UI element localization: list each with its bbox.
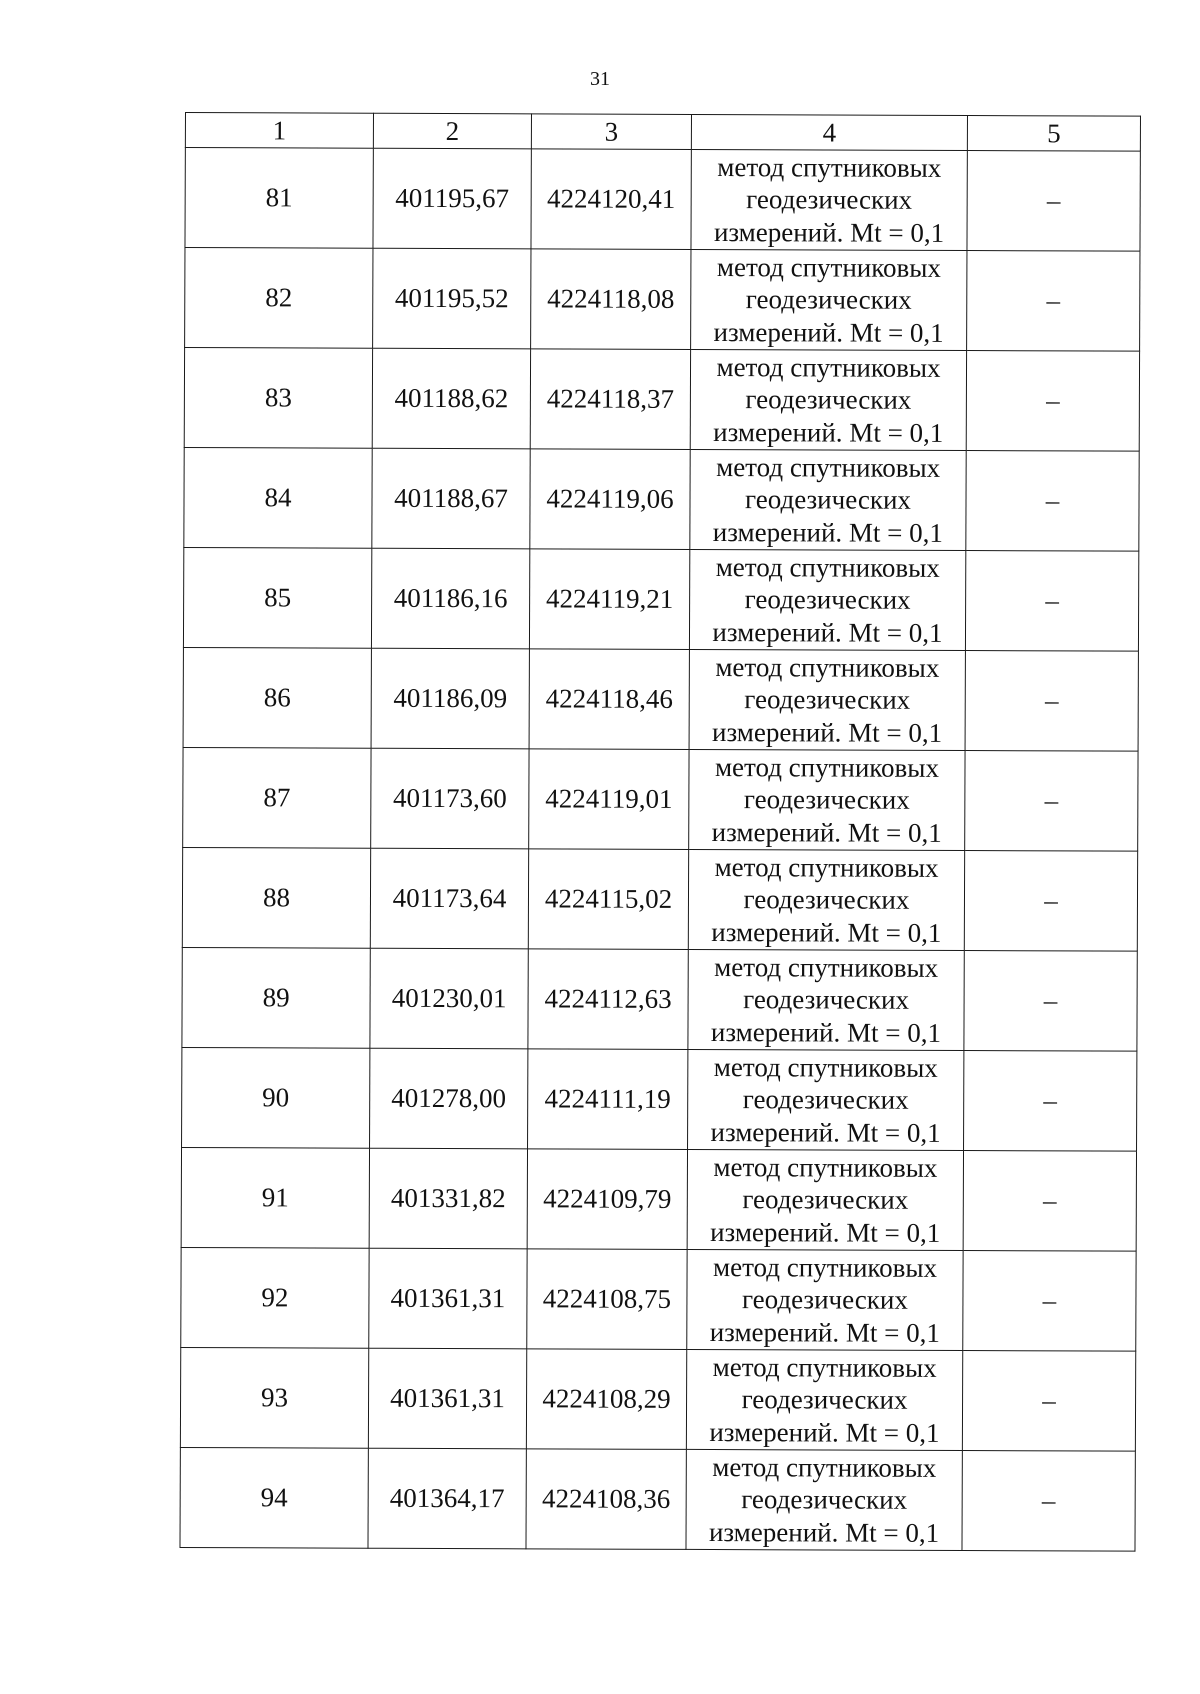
x-coordinate-cell: 401230,01 [370,948,528,1049]
x-coordinate-cell: 401173,60 [371,748,529,849]
y-coordinate-cell: 4224112,63 [528,949,688,1050]
method-line: измерений. Mt = 0,1 [711,916,942,948]
y-coordinate-cell: 4224119,01 [529,749,689,850]
method-cell [688,1049,964,1150]
y-coordinate-cell: 4224109,79 [527,1149,687,1250]
method-line: метод спутниковых [714,851,939,883]
point-number-cell: 93 [180,1347,368,1448]
method-line: геодезических [741,1384,908,1416]
method-cell [690,349,966,450]
header-col-4: 4 [691,114,967,150]
point-number-cell: 89 [182,947,370,1048]
method-line: геодезических [742,1084,909,1116]
point-number-cell: 83 [184,348,372,449]
x-coordinate-cell: 401195,52 [373,248,531,349]
method-line: геодезических [745,284,912,316]
header-row [185,113,1140,152]
point-number-cell: 86 [183,647,371,748]
table-row [183,747,1138,851]
method-line: метод спутниковых [714,951,939,983]
method-line: геодезических [743,784,910,816]
y-coordinate-cell: 4224108,75 [527,1249,687,1350]
table-row [184,447,1139,551]
point-number-cell: 85 [183,547,371,648]
method-line: метод спутниковых [717,151,942,183]
method-cell [687,1149,963,1250]
table-row [181,1247,1136,1351]
y-coordinate-cell: 4224111,19 [528,1049,688,1150]
method-line: геодезических [742,1184,909,1216]
x-coordinate-cell: 401361,31 [368,1348,526,1449]
note-cell: – [966,351,1139,452]
method-line: измерений. Mt = 0,1 [712,516,944,548]
method-line: измерений. Mt = 0,1 [709,1316,940,1348]
x-coordinate-cell: 401278,00 [370,1048,528,1149]
method-line: измерений. Mt = 0,1 [708,1516,940,1548]
method-cell [691,149,967,250]
method-line: геодезических [745,484,912,516]
x-coordinate-cell: 401361,31 [369,1248,527,1349]
y-coordinate-cell: 4224118,08 [531,249,691,350]
x-coordinate-cell: 401188,62 [372,348,530,449]
method-line: метод спутниковых [713,1051,938,1083]
note-cell: – [967,251,1140,352]
method-line: метод спутниковых [716,351,941,383]
method-cell [689,749,965,850]
table-row [185,248,1140,352]
method-line: метод спутниковых [715,651,940,683]
table-body [180,148,1140,1552]
x-coordinate-cell: 401331,82 [369,1148,527,1249]
point-number-cell: 82 [185,248,373,349]
x-coordinate-cell: 401173,64 [370,848,528,949]
method-line: измерений. Mt = 0,1 [713,216,945,248]
note-cell: – [964,850,1137,951]
method-line: метод спутниковых [712,1351,937,1383]
note-cell: – [965,651,1138,752]
method-line: метод спутниковых [713,1151,938,1183]
note-cell: – [964,950,1137,1051]
x-coordinate-cell: 401188,67 [372,448,530,549]
note-cell: – [962,1350,1135,1451]
note-cell: – [967,151,1140,252]
note-cell: – [966,451,1139,552]
table-row [182,847,1137,951]
method-cell [686,1449,962,1550]
method-line: метод спутниковых [716,251,941,283]
method-line: геодезических [741,1484,908,1516]
method-line: метод спутниковых [715,551,940,583]
method-line: метод спутниковых [716,451,941,483]
note-cell: – [963,1150,1136,1251]
y-coordinate-cell: 4224118,37 [530,349,690,450]
y-coordinate-cell: 4224115,02 [528,849,688,950]
table-row [183,647,1138,751]
method-cell [688,949,964,1050]
method-line: измерений. Mt = 0,1 [712,616,943,648]
method-line: геодезических [744,684,911,716]
method-cell [689,649,965,750]
table-row [182,1047,1137,1151]
table-row [184,348,1139,452]
method-line: измерений. Mt = 0,1 [712,716,943,748]
method-line: метод спутниковых [713,1251,938,1283]
method-line: измерений. Mt = 0,1 [710,1216,941,1248]
method-line: геодезических [744,584,911,616]
x-coordinate-cell: 401186,09 [371,648,529,749]
page-number: 31 [590,68,610,90]
table-row [180,1447,1135,1551]
note-cell: – [965,750,1138,851]
method-cell [689,549,965,650]
y-coordinate-cell: 4224108,36 [526,1449,686,1550]
method-line: геодезических [743,984,910,1016]
method-line: геодезических [743,884,910,916]
x-coordinate-cell: 401186,16 [371,548,529,649]
table-row [182,947,1137,1051]
point-number-cell: 91 [181,1147,369,1248]
note-cell: – [965,551,1138,652]
y-coordinate-cell: 4224119,21 [529,549,689,650]
point-number-cell: 92 [181,1247,369,1348]
method-line: измерений. Mt = 0,1 [713,316,944,348]
note-cell: – [964,1050,1137,1151]
point-number-cell: 94 [180,1447,368,1548]
method-line: метод спутниковых [714,751,940,783]
x-coordinate-cell: 401195,67 [373,148,531,249]
method-cell [686,1349,962,1450]
note-cell: – [962,1450,1135,1551]
coordinates-table [179,112,1141,1552]
table-row [180,1347,1135,1451]
note-cell: – [963,1250,1136,1351]
method-line: геодезических [745,384,912,416]
table-row [185,148,1140,252]
y-coordinate-cell: 4224119,06 [530,449,690,550]
y-coordinate-cell: 4224120,41 [531,149,691,250]
point-number-cell: 88 [182,847,370,948]
header-col-5: 5 [967,116,1140,152]
method-line: измерений. Mt = 0,1 [709,1416,940,1448]
point-number-cell: 84 [184,447,372,548]
method-cell [688,849,964,950]
method-cell [691,249,967,350]
method-line: геодезических [741,1284,908,1316]
y-coordinate-cell: 4224108,29 [526,1349,686,1450]
table-row [181,1147,1136,1251]
x-coordinate-cell: 401364,17 [368,1448,526,1549]
method-line: измерений. Mt = 0,1 [710,1016,942,1048]
table-header [185,113,1140,152]
header-col-2: 2 [373,113,531,149]
table-row [183,547,1138,651]
method-line: геодезических [746,184,913,216]
method-cell [690,449,966,550]
header-col-3: 3 [531,114,691,150]
y-coordinate-cell: 4224118,46 [529,649,689,750]
point-number-cell: 87 [183,747,371,848]
method-line: измерений. Mt = 0,1 [710,1116,941,1148]
header-col-1: 1 [185,113,373,149]
method-cell [687,1249,963,1350]
method-line: измерений. Mt = 0,1 [711,816,942,848]
point-number-cell: 90 [182,1047,370,1148]
method-line: метод спутниковых [712,1451,937,1483]
point-number-cell: 81 [185,148,373,249]
method-line: измерений. Mt = 0,1 [713,416,944,448]
